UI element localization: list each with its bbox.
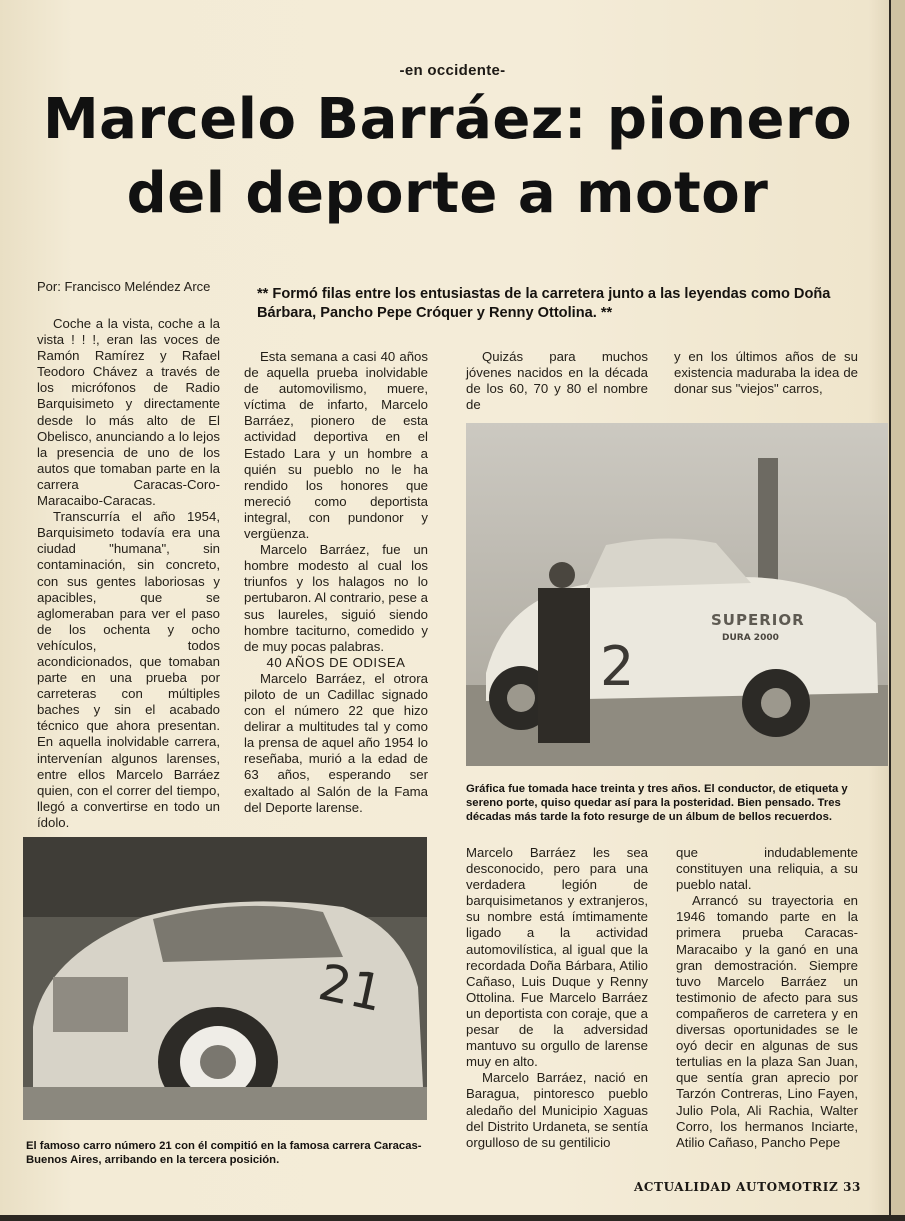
photo-driver-with-car-image bbox=[466, 423, 888, 766]
paragraph: que indudablemente constituyen una reliquia, a su pueblo natal. bbox=[676, 845, 858, 893]
paragraph: Marcelo Barráez, nació en Baragua, pintoresco pueblo aledaño del Municipio Xaguas del Distrito Urdaneta, se sentía orgulloso de su gentilicio bbox=[466, 1070, 648, 1150]
subheading: 40 AÑOS DE ODISEA bbox=[266, 654, 406, 670]
byline: Por: Francisco Meléndez Arce bbox=[37, 279, 211, 294]
car-lettering: SUPERIOR bbox=[711, 611, 805, 629]
photo-2-caption: El famoso carro número 21 con él compitió en la famosa carrera Caracas-Buenos Aires, arribando en la tercera posición. bbox=[26, 1140, 422, 1166]
deck-line-2: Bárbara, Pancho Pepe Cróquer y Renny Ottolina. ** bbox=[257, 305, 613, 321]
page-edge bbox=[889, 0, 905, 1221]
deck bbox=[257, 285, 857, 323]
deck-line-1: ** Formó filas entre los entusiastas de la carretera junto a las leyendas como Doña bbox=[257, 286, 831, 302]
kicker: -en occidente- bbox=[399, 62, 506, 79]
paragraph: Marcelo Barráez, fue un hombre modesto al cual los triunfos y los halagos no lo pertubaron. Al contrario, pese a sus laureles, siguió siendo hombre taciturno, comedido y de muy pocas palabras. bbox=[244, 542, 429, 654]
headline-line-2: del deporte a motor bbox=[126, 161, 769, 226]
car-number: 2 bbox=[600, 635, 635, 698]
paragraph: y en los últimos años de su existencia maduraba la idea de donar sus "viejos" carros, bbox=[674, 349, 858, 397]
paragraph: Marcelo Barráez, el otrora piloto de un Cadillac signado con el número 22 que hizo delirar a multitudes tal y como la prensa de aquel año 1954 lo reseñaba, murió a la edad de 63 años, esperando ser exaltado al Salón de la Fama del Deporte larense. bbox=[244, 670, 428, 815]
photo-1-caption: Gráfica fue tomada hace treinta y tres años. El conductor, de etiqueta y sereno porte, quiso quedar así para la posteridad. Bien pensado. Tres décadas más tarde la foto resurge de un álbum de bellos recuerdos. bbox=[466, 783, 848, 823]
paragraph: Coche a la vista, coche a la vista ! ! !, eran las voces de Ramón Ramírez y Rafael Teodoro Chávez a través de los micrófonos de Radio Barquisimeto y directamente desde lo más alto de El Obelisco, anunciando a lo lejos la presencia de uno de los autos que tomaban parte en la carrera Caracas-Coro-Maracaibo-Caracas. bbox=[37, 316, 220, 509]
column-2 bbox=[244, 349, 428, 816]
page-footer: ACTUALIDAD AUTOMOTRIZ 33 bbox=[634, 1180, 861, 1194]
paragraph: Esta semana a casi 40 años de aquella prueba inolvidable de automovilismo, muere, víctima de infarto, Marcelo Barráez, pionero de esta actividad deportiva en el Estado Lara y un hombre a quién su pueblo no le ha rendido los honores que mereció como deportista integral, con pundonor y vergüenza. bbox=[244, 349, 428, 542]
column-1 bbox=[37, 316, 220, 831]
column-3-top bbox=[466, 349, 648, 413]
car-number: 21 bbox=[313, 953, 388, 1023]
column-4-bottom bbox=[676, 845, 858, 1151]
photo-driver-with-car bbox=[466, 423, 888, 766]
car-sign: DURA 2000 bbox=[722, 633, 779, 643]
paragraph: Marcelo Barráez les sea desconocido, pero para una verdadera legión de barquisimetanos y extranjeros, su nombre está ímtimamente ligado a la actividad automovilística, al igual que la recordada Doña Bárbara, Atilio Cañaso, Luis Duque y Renny Ottolina. Fue Marcelo Barráez un deportista con coraje, que a pesar de la adversidad mantuvo su orgullo de larense muy en alto. bbox=[466, 845, 648, 1070]
paragraph: Arrancó su trayectoria en 1946 tomando parte en la primera prueba Caracas-Maracaibo y la ganó en una gran demostración. Siempre tuvo Marcelo Barráez un testimonio de afecto para sus compañeros de carretera y en diversas oportunidades se le oyó decir en algunas de sus tertulias en la plaza San Juan, que sentía gran aprecio por Tarzón Contreras, Lino Fayen, Julio Pola, Ali Rachia, Walter Corro, los hermanos Inciarte, Atilio Cañaso, Pancho Pepe bbox=[676, 893, 858, 1150]
column-4-top bbox=[674, 349, 858, 397]
column-3-bottom bbox=[466, 845, 648, 1151]
page-bottom-edge bbox=[0, 1215, 905, 1221]
paragraph: Quizás para muchos jóvenes nacidos en la década de los 60, 70 y 80 el nombre de bbox=[466, 349, 648, 413]
headline-line-1: Marcelo Barráez: pionero bbox=[42, 87, 853, 152]
photo-car-21 bbox=[23, 837, 427, 1120]
paragraph: Transcurría el año 1954, Barquisimeto todavía era una ciudad "humana", sin contaminación, sin concreto, con sus gentes laboriosas y apacibles, que se aglomeraban para ver el paso de los ochenta y ocho vehículos, todos acondicionados, que tomaban parte en una prueba por carreteras con múltiples baches y sin el acabado técnico que ahora presentan. En aquella inolvidable carrera, intervenían algunos larenses, entre ellos Marcelo Barráez quien, con el correr del tiempo, llegó a convertirse en todo un ídolo. bbox=[37, 509, 220, 830]
